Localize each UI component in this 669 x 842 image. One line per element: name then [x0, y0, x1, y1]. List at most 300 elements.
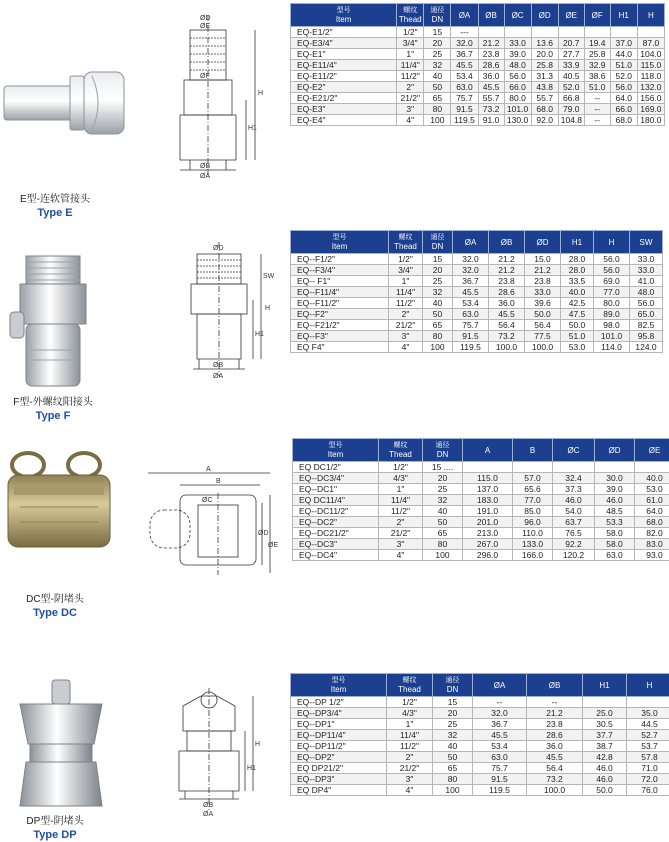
value-cell: 63.0 [595, 550, 635, 561]
value-cell: 63.7 [553, 517, 595, 528]
value-cell: 23.8 [525, 276, 561, 287]
value-cell: 32.0 [453, 265, 489, 276]
column-header-text: H1 [618, 10, 629, 20]
value-cell: 31.3 [531, 71, 558, 82]
value-cell: 54.0 [553, 506, 595, 517]
value-cell: 28.6 [478, 60, 504, 71]
value-cell: 73.2 [527, 774, 583, 785]
column-header [291, 231, 389, 254]
column-header-text: ØC [511, 10, 524, 20]
model-cell: EQ-E1/2" [291, 27, 397, 38]
column-header [583, 674, 627, 697]
column-header [397, 4, 424, 27]
value-cell: 80 [423, 331, 453, 342]
column-header-text: 通径 [430, 234, 445, 241]
value-cell: 56.0 [594, 265, 630, 276]
model-cell: EQ-E3/4" [291, 38, 397, 49]
value-cell: 53.4 [453, 298, 489, 309]
type-e-caption [10, 190, 100, 219]
column-header-text: ØB [548, 680, 561, 690]
value-cell: 66.8 [558, 93, 584, 104]
value-cell: 28.0 [561, 265, 594, 276]
value-cell: 56.4 [527, 763, 583, 774]
column-header-text: SW [639, 237, 653, 247]
value-cell: 55.7 [478, 93, 504, 104]
value-cell: 15 .... [423, 462, 463, 473]
value-cell: 63.0 [473, 752, 527, 763]
column-header [513, 439, 553, 462]
model-cell: EQ--DP3/4" [291, 708, 387, 719]
column-header [291, 674, 387, 697]
section-type-dc [0, 435, 669, 635]
value-cell: 93.0 [635, 550, 669, 561]
value-cell: 25 [423, 276, 453, 287]
caption-cn: E型-连软管接头 [20, 194, 90, 205]
value-cell: 15 [423, 254, 453, 265]
value-cell: 21.2 [489, 254, 525, 265]
value-cell: 92.0 [531, 115, 558, 126]
value-cell: 1/2" [397, 27, 424, 38]
column-header-text: DN [431, 242, 444, 251]
value-cell: 156.0 [637, 93, 664, 104]
column-header [637, 4, 664, 27]
value-cell: 46.0 [553, 495, 595, 506]
type-dp-caption [10, 812, 100, 841]
value-cell: 1" [389, 276, 423, 287]
drawing-label: H1 [255, 331, 264, 338]
value-cell: 3" [387, 774, 433, 785]
column-header-text: 通径 [435, 442, 450, 449]
value-cell: -- [584, 104, 610, 115]
drawing-label: ØE [268, 542, 279, 549]
table-header-row [291, 4, 665, 27]
value-cell [463, 462, 513, 473]
type-dp-photo [6, 678, 116, 813]
model-cell: EQ--DC2" [293, 517, 379, 528]
value-cell: 50 [423, 517, 463, 528]
value-cell: 33.9 [558, 60, 584, 71]
value-cell: 25 [423, 484, 463, 495]
value-cell: 72.0 [627, 774, 669, 785]
drawing-label: H [265, 305, 271, 312]
drawing-label: ØD [213, 245, 224, 252]
value-cell: 38.7 [583, 741, 627, 752]
column-header-text: ØE [565, 10, 577, 20]
value-cell: 25 [424, 49, 451, 60]
column-header [630, 231, 663, 254]
model-cell: EQ--DC3/4" [293, 473, 379, 484]
value-cell: 4" [389, 342, 423, 353]
value-cell: 53.7 [627, 741, 669, 752]
value-cell: 4" [387, 785, 433, 796]
value-cell: 1" [397, 49, 424, 60]
model-cell: EQ--F21/2" [291, 320, 389, 331]
value-cell: 82.5 [630, 320, 663, 331]
column-header [553, 439, 595, 462]
value-cell: 20 [423, 473, 463, 484]
column-header [584, 4, 610, 27]
drawing-label: ØB [213, 362, 224, 369]
type-dp-drawing [165, 686, 275, 816]
value-cell: 55.7 [531, 93, 558, 104]
value-cell: 50.0 [583, 785, 627, 796]
column-header-text: 型号 [328, 442, 343, 449]
model-cell: EQ-E21/2" [291, 93, 397, 104]
caption-en: Type F [35, 410, 71, 422]
caption-en: Type E [37, 207, 73, 219]
value-cell: 50 [433, 752, 473, 763]
value-cell [627, 697, 669, 708]
value-cell: 45.5 [453, 287, 489, 298]
value-cell: 51.0 [610, 60, 637, 71]
table-row [293, 484, 669, 495]
model-cell: EQ--DP11/2" [291, 741, 387, 752]
value-cell: 53.0 [561, 342, 594, 353]
column-header [389, 231, 423, 254]
value-cell: 56.0 [504, 71, 531, 82]
value-cell: 63.0 [453, 309, 489, 320]
value-cell: 52.0 [610, 71, 637, 82]
value-cell: 21.2 [525, 265, 561, 276]
type-dp-spec-table [290, 673, 669, 796]
value-cell: 21/2" [387, 763, 433, 774]
value-cell: 4/3" [387, 708, 433, 719]
value-cell: 2" [397, 82, 424, 93]
value-cell: 32.0 [453, 254, 489, 265]
value-cell: 133.0 [513, 539, 553, 550]
drawing-label: ØC [202, 497, 213, 504]
type-dc-drawing [140, 465, 280, 585]
value-cell: 104.8 [558, 115, 584, 126]
value-cell: 1" [387, 719, 433, 730]
value-cell: 32 [424, 60, 451, 71]
value-cell [504, 27, 531, 38]
value-cell: 47.5 [561, 309, 594, 320]
drawing-label: H1 [248, 125, 257, 132]
column-header [387, 674, 433, 697]
value-cell: 23.8 [489, 276, 525, 287]
table-row [291, 708, 669, 719]
value-cell: 101.0 [594, 331, 630, 342]
column-header-text: DN [431, 15, 444, 24]
value-cell: 30.5 [583, 719, 627, 730]
value-cell: 40 [423, 298, 453, 309]
table-row [291, 730, 669, 741]
value-cell: 44.5 [627, 719, 669, 730]
value-cell: 98.0 [594, 320, 630, 331]
value-cell: 64.0 [610, 93, 637, 104]
value-cell: 50 [424, 82, 451, 93]
model-cell: EQ--F11/4" [291, 287, 389, 298]
type-f-drawing [175, 240, 285, 380]
value-cell: 36.0 [489, 298, 525, 309]
value-cell: 75.7 [473, 763, 527, 774]
value-cell: 11/2" [389, 298, 423, 309]
column-header-text: ØB [485, 10, 497, 20]
value-cell: 83.0 [635, 539, 669, 550]
column-header-text: ØF [591, 10, 603, 20]
column-header [453, 231, 489, 254]
column-header [610, 4, 637, 27]
value-cell: 52.7 [627, 730, 669, 741]
value-cell: 50 [423, 309, 453, 320]
table-row [291, 719, 669, 730]
drawing-label: ØA [203, 811, 214, 816]
value-cell: 1/2" [387, 697, 433, 708]
value-cell: 37.0 [610, 38, 637, 49]
value-cell: 267.0 [463, 539, 513, 550]
column-header [489, 231, 525, 254]
value-cell: 2" [389, 309, 423, 320]
table-row [291, 331, 663, 342]
column-header-text: 螺纹 [398, 234, 413, 241]
drawing-label: A [206, 466, 211, 473]
model-cell: EQ-E2" [291, 82, 397, 93]
value-cell: 50.0 [561, 320, 594, 331]
value-cell: 15 [433, 697, 473, 708]
model-cell: EQ--F3" [291, 331, 389, 342]
value-cell: 3/4" [397, 38, 424, 49]
column-header [473, 674, 527, 697]
value-cell [513, 462, 553, 473]
drawing-label: SW [263, 273, 275, 280]
column-header [423, 439, 463, 462]
value-cell: 43.8 [531, 82, 558, 93]
value-cell: 3" [389, 331, 423, 342]
value-cell: 56.0 [594, 254, 630, 265]
column-header-text: H1 [571, 237, 583, 247]
column-header-text: ØB [500, 237, 513, 247]
value-cell [635, 462, 669, 473]
value-cell: 2" [387, 752, 433, 763]
table-row [293, 539, 669, 550]
drawing-label: ØB [203, 802, 214, 809]
column-header-text: Thead [394, 242, 417, 251]
value-cell: 15.0 [525, 254, 561, 265]
value-cell: 36.0 [527, 741, 583, 752]
value-cell: 39.6 [525, 298, 561, 309]
table-row [291, 71, 665, 82]
value-cell: -- [584, 115, 610, 126]
value-cell: 21.2 [489, 265, 525, 276]
value-cell: 64.0 [635, 506, 669, 517]
value-cell: 124.0 [630, 342, 663, 353]
value-cell: 65 [433, 763, 473, 774]
column-header-text: ØA [493, 680, 506, 690]
value-cell: 65 [423, 528, 463, 539]
value-cell: 91.5 [451, 104, 478, 115]
value-cell: 23.8 [527, 719, 583, 730]
caption-cn: F型-外螺纹阳接头 [13, 397, 93, 408]
value-cell: 25.0 [583, 708, 627, 719]
type-e-photo [0, 48, 130, 158]
column-header-text: Thead [398, 685, 421, 694]
value-cell: 53.4 [451, 71, 478, 82]
value-cell: 20.7 [558, 38, 584, 49]
value-cell: 92.2 [553, 539, 595, 550]
model-cell: EQ-E11/2" [291, 71, 397, 82]
value-cell: 4" [379, 550, 423, 561]
value-cell: -- [527, 697, 583, 708]
table-row [293, 462, 669, 473]
value-cell: 132.0 [637, 82, 664, 93]
value-cell: 32.4 [553, 473, 595, 484]
value-cell [583, 697, 627, 708]
value-cell: 46.0 [595, 495, 635, 506]
type-dc-photo [0, 447, 118, 557]
column-header [424, 4, 451, 27]
value-cell: 56.4 [525, 320, 561, 331]
table-row [291, 320, 663, 331]
value-cell: 137.0 [463, 484, 513, 495]
value-cell: 48.5 [595, 506, 635, 517]
value-cell: 39.0 [595, 484, 635, 495]
model-cell: EQ DP4" [291, 785, 387, 796]
value-cell: 33.0 [630, 254, 663, 265]
value-cell: 11/2" [379, 506, 423, 517]
column-header [558, 4, 584, 27]
caption-en: Type DP [33, 829, 77, 841]
value-cell: 39.0 [504, 49, 531, 60]
value-cell: 100.0 [489, 342, 525, 353]
type-dc-spec-table [292, 438, 669, 561]
value-cell: 65.6 [513, 484, 553, 495]
model-cell: EQ--DP3" [291, 774, 387, 785]
value-cell: 40.5 [558, 71, 584, 82]
model-cell: EQ--F3/4" [291, 265, 389, 276]
column-header-text: DN [446, 685, 459, 694]
value-cell: 91.5 [453, 331, 489, 342]
model-cell: EQ--DC3" [293, 539, 379, 550]
type-f-spec-table [290, 230, 663, 353]
table-row [291, 774, 669, 785]
model-cell: EQ--DP1" [291, 719, 387, 730]
table-row [293, 517, 669, 528]
table-row [291, 276, 663, 287]
table-row [291, 49, 665, 60]
value-cell: 53.3 [595, 517, 635, 528]
model-cell: EQ--DP2" [291, 752, 387, 763]
column-header-text: ØD [538, 10, 551, 20]
value-cell: 100 [423, 550, 463, 561]
column-header-text: H [648, 10, 654, 20]
value-cell: 296.0 [463, 550, 513, 561]
model-cell: EQ--F11/2" [291, 298, 389, 309]
value-cell: 66.0 [610, 104, 637, 115]
value-cell: 104.0 [637, 49, 664, 60]
value-cell: 11/2" [387, 741, 433, 752]
value-cell: 45.5 [478, 82, 504, 93]
value-cell: 50.0 [525, 309, 561, 320]
table-row [291, 697, 669, 708]
value-cell: 130.0 [504, 115, 531, 126]
value-cell: 95.8 [630, 331, 663, 342]
value-cell: 73.2 [489, 331, 525, 342]
model-cell: EQ-E3" [291, 104, 397, 115]
value-cell: 66.0 [504, 82, 531, 93]
model-cell: EQ DC11/4" [293, 495, 379, 506]
table-header-row [291, 231, 663, 254]
value-cell: 15 [424, 27, 451, 38]
value-cell: 20.0 [531, 49, 558, 60]
table-row [293, 550, 669, 561]
type-e-drawing [160, 10, 280, 180]
column-header [595, 439, 635, 462]
column-header-text: Item [330, 685, 347, 694]
value-cell: -- [584, 93, 610, 104]
table-row [291, 309, 663, 320]
value-cell: 2" [379, 517, 423, 528]
table-row [291, 752, 669, 763]
value-cell: 3" [397, 104, 424, 115]
drawing-label: ØB [200, 163, 211, 170]
table-row [291, 38, 665, 49]
model-cell: EQ--DC21/2" [293, 528, 379, 539]
column-header [527, 674, 583, 697]
value-cell: 57.8 [627, 752, 669, 763]
column-header [627, 674, 669, 697]
column-header [531, 4, 558, 27]
value-cell: 36.0 [478, 71, 504, 82]
value-cell [531, 27, 558, 38]
value-cell: 65 [424, 93, 451, 104]
value-cell: 100 [424, 115, 451, 126]
value-cell: 21/2" [389, 320, 423, 331]
column-header [293, 439, 379, 462]
drawing-label: B [216, 478, 221, 485]
value-cell: 80.0 [594, 298, 630, 309]
column-header [504, 4, 531, 27]
column-header-text: ØC [567, 445, 580, 455]
value-cell: 91.5 [473, 774, 527, 785]
caption-cn: DP型-阴堵头 [26, 816, 84, 827]
value-cell: 100 [423, 342, 453, 353]
value-cell: 57.0 [513, 473, 553, 484]
value-cell: 82.0 [635, 528, 669, 539]
column-header-text: H [608, 237, 615, 247]
table-row [293, 506, 669, 517]
value-cell: 42.5 [561, 298, 594, 309]
value-cell [558, 27, 584, 38]
value-cell: 40 [424, 71, 451, 82]
value-cell: 201.0 [463, 517, 513, 528]
value-cell: 119.5 [473, 785, 527, 796]
value-cell: 21.2 [527, 708, 583, 719]
value-cell: 11/4" [379, 495, 423, 506]
value-cell: 21.2 [478, 38, 504, 49]
table-row [291, 763, 669, 774]
value-cell [595, 462, 635, 473]
table-row [291, 287, 663, 298]
value-cell: 71.0 [627, 763, 669, 774]
column-header-text: 螺纹 [403, 7, 418, 14]
model-cell: EQ F4" [291, 342, 389, 353]
value-cell: 45.5 [451, 60, 478, 71]
model-cell: EQ--DC4" [293, 550, 379, 561]
model-cell: EQ-E4" [291, 115, 397, 126]
value-cell: 40 [423, 506, 463, 517]
value-cell: 46.0 [583, 774, 627, 785]
value-cell: 30.0 [595, 473, 635, 484]
drawing-label: ØA [213, 373, 224, 380]
value-cell: 3/4" [389, 265, 423, 276]
value-cell: 80 [424, 104, 451, 115]
value-cell: 100 [433, 785, 473, 796]
drawing-label: ØD [200, 15, 211, 22]
value-cell: 11/4" [389, 287, 423, 298]
column-header [478, 4, 504, 27]
section-type-dp [0, 668, 669, 842]
